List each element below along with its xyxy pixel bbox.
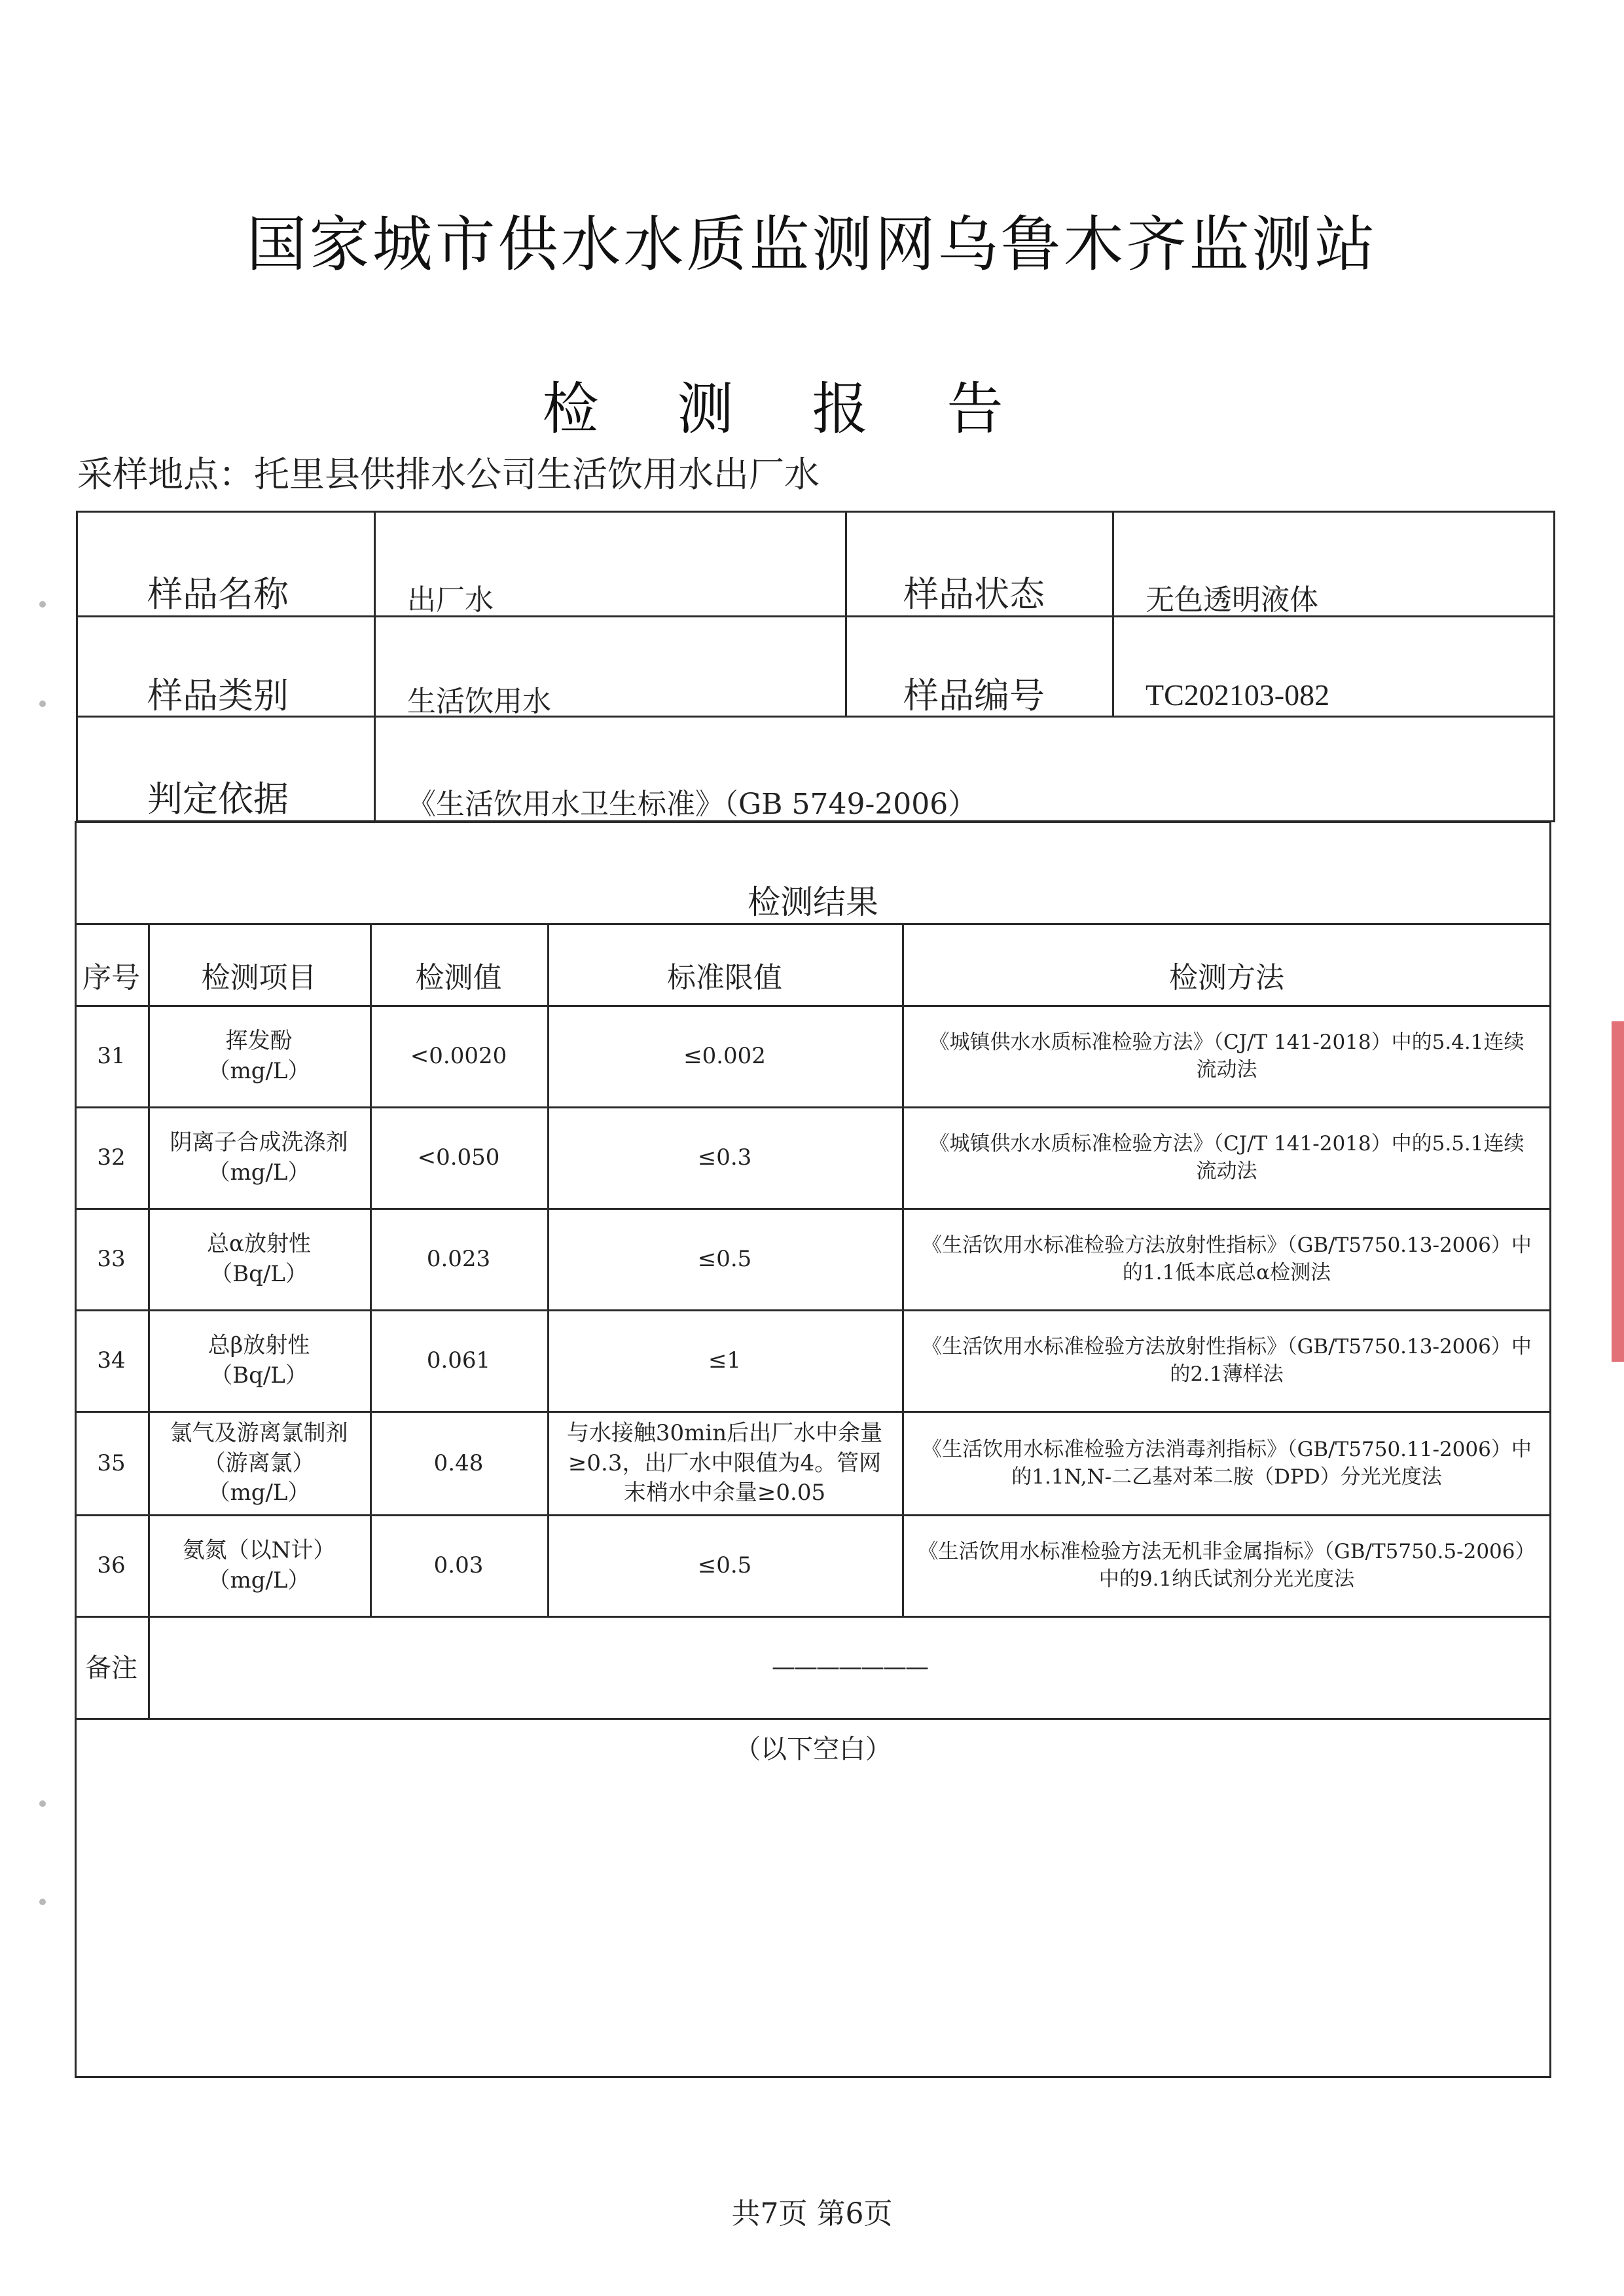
page-info — [0, 2190, 1624, 2232]
table-rule — [1112, 511, 1114, 717]
sample-state-value: 无色透明液体 — [1146, 583, 1318, 617]
row-item-line: 氨氮（以N计） — [182, 1537, 336, 1564]
row-method — [902, 1108, 1551, 1208]
remarks-value: ——————— — [772, 1654, 928, 1681]
row-item — [148, 1311, 370, 1411]
row-limit-line: ≤0.5 — [697, 1552, 752, 1579]
row-item-line: （mg/L） — [208, 1480, 310, 1506]
row-limit — [547, 1007, 902, 1106]
sample-info-table — [76, 511, 1555, 822]
column-header-no: 序号 — [82, 961, 140, 995]
row-limit-line: 末梢水中余量≥0.05 — [623, 1480, 826, 1506]
sample-name-label: 样品名称 — [147, 574, 289, 615]
row-method-line: 的2.1薄样法 — [1170, 1362, 1284, 1386]
row-method-line: 《生活饮用水标准检验方法无机非金属指标》（GB/T5750.5-2006） — [918, 1540, 1536, 1564]
row-method — [902, 1413, 1551, 1514]
sample-name-value: 出厂水 — [407, 583, 494, 617]
row-method-line: 《城镇供水水质标准检验方法》（CJ/T 141-2018）中的5.4.1连续 — [929, 1030, 1525, 1055]
row-limit — [547, 1210, 902, 1309]
row-value: 0.023 — [426, 1246, 491, 1273]
row-item — [148, 1007, 370, 1106]
row-number: 35 — [97, 1449, 126, 1476]
basis-label: 判定依据 — [147, 778, 289, 820]
column-header-item: 检测项目 — [201, 961, 317, 995]
row-method — [902, 1516, 1551, 1616]
row-number: 31 — [97, 1043, 126, 1070]
report-title: 检测报告 — [542, 376, 1082, 442]
sampling-site-value: 托里县供排水公司生活饮用水出厂水 — [254, 454, 820, 495]
row-limit — [547, 1311, 902, 1411]
column-header-value: 检测值 — [415, 961, 502, 995]
org-title: 国家城市供水水质监测网乌鲁木齐监测站 — [246, 210, 1378, 280]
row-number: 32 — [97, 1144, 126, 1171]
table-rule — [845, 511, 847, 717]
row-limit-line: ≤0.3 — [697, 1144, 752, 1171]
row-limit-line: ≤0.5 — [697, 1246, 752, 1273]
row-value: 0.061 — [426, 1347, 491, 1374]
row-item-line: （mg/L） — [208, 1159, 310, 1186]
sample-category-label: 样品类别 — [147, 675, 289, 716]
sample-number-value: TC202103-082 — [1146, 678, 1330, 712]
row-item-line: 总α放射性 — [207, 1231, 311, 1258]
row-limit-line: ≤0.002 — [683, 1043, 766, 1070]
row-number: 33 — [97, 1246, 126, 1273]
row-limit — [547, 1516, 902, 1616]
binding-hole-mark — [39, 1899, 46, 1905]
table-rule — [75, 1718, 1551, 1720]
row-item-line: 氯气及游离氯制剂 — [170, 1419, 348, 1446]
row-method-line: 的1.1低本底总α检测法 — [1122, 1261, 1331, 1285]
table-rule — [76, 716, 1555, 718]
row-number: 36 — [97, 1552, 126, 1579]
table-rule — [76, 615, 1555, 617]
results-section-title: 检测结果 — [748, 883, 878, 921]
row-limit — [547, 1413, 902, 1514]
row-item-line: （Bq/L） — [210, 1362, 308, 1389]
sample-number-label: 样品编号 — [903, 675, 1045, 716]
page-info-text: 共7页 第6页 — [731, 2197, 893, 2231]
row-item — [148, 1210, 370, 1309]
row-limit-line: ≤1 — [708, 1347, 742, 1374]
sample-state-label: 样品状态 — [903, 574, 1045, 615]
binding-hole-mark — [39, 701, 46, 707]
blank-note: （以下空白） — [734, 1734, 892, 1764]
row-item-line: 总β放射性 — [208, 1332, 310, 1359]
row-item-line: 挥发酚 — [225, 1028, 293, 1055]
remarks-label: 备注 — [85, 1652, 137, 1683]
column-header-limit: 标准限值 — [667, 961, 782, 995]
row-item — [148, 1516, 370, 1616]
row-value: <0.0020 — [410, 1043, 507, 1070]
row-method-line: 流动法 — [1196, 1058, 1257, 1082]
row-limit — [547, 1108, 902, 1208]
row-method-line: 《生活饮用水标准检验方法放射性指标》（GB/T5750.13-2006）中 — [922, 1335, 1532, 1359]
row-item-line: （mg/L） — [208, 1567, 310, 1594]
row-method-line: 《生活饮用水标准检验方法消毒剂指标》（GB/T5750.11-2006）中 — [922, 1437, 1532, 1461]
row-method-line: 流动法 — [1196, 1159, 1257, 1183]
binding-hole-mark — [39, 601, 46, 608]
row-method — [902, 1210, 1551, 1309]
row-item-line: 阴离子合成洗涤剂 — [170, 1129, 348, 1156]
row-value: 0.03 — [433, 1552, 484, 1579]
row-method-line: 的1.1N,N-二乙基对苯二胺（DPD）分光光度法 — [1011, 1465, 1442, 1489]
row-value: 0.48 — [433, 1449, 484, 1476]
sampling-site — [77, 446, 820, 497]
row-limit-line: ≥0.3，出厂水中限值为4。管网 — [568, 1449, 882, 1476]
basis-value: 《生活饮用水卫生标准》（GB 5749-2006） — [407, 788, 977, 821]
binding-hole-mark — [39, 1800, 46, 1807]
row-item — [148, 1413, 370, 1514]
row-method-line: 《生活饮用水标准检验方法放射性指标》（GB/T5750.13-2006）中 — [922, 1233, 1532, 1258]
sampling-site-label: 采样地点： — [77, 454, 254, 495]
row-method-line: 《城镇供水水质标准检验方法》（CJ/T 141-2018）中的5.5.1连续 — [929, 1132, 1525, 1156]
row-item — [148, 1108, 370, 1208]
row-method — [902, 1311, 1551, 1411]
row-number: 34 — [97, 1347, 126, 1374]
row-item-line: （mg/L） — [208, 1058, 310, 1084]
seal-stamp-edge — [1612, 1021, 1624, 1362]
row-method-line: 中的9.1纳氏试剂分光光度法 — [1098, 1567, 1355, 1591]
table-rule — [374, 511, 376, 822]
row-item-line: （Bq/L） — [210, 1261, 308, 1287]
row-value: <0.050 — [417, 1144, 500, 1171]
row-item-line: （游离氯） — [203, 1449, 315, 1476]
row-limit-line: 与水接触30min后出厂水中余量 — [566, 1419, 883, 1446]
column-header-method: 检测方法 — [1169, 961, 1284, 995]
row-method — [902, 1007, 1551, 1106]
sample-category-value: 生活饮用水 — [407, 685, 551, 718]
